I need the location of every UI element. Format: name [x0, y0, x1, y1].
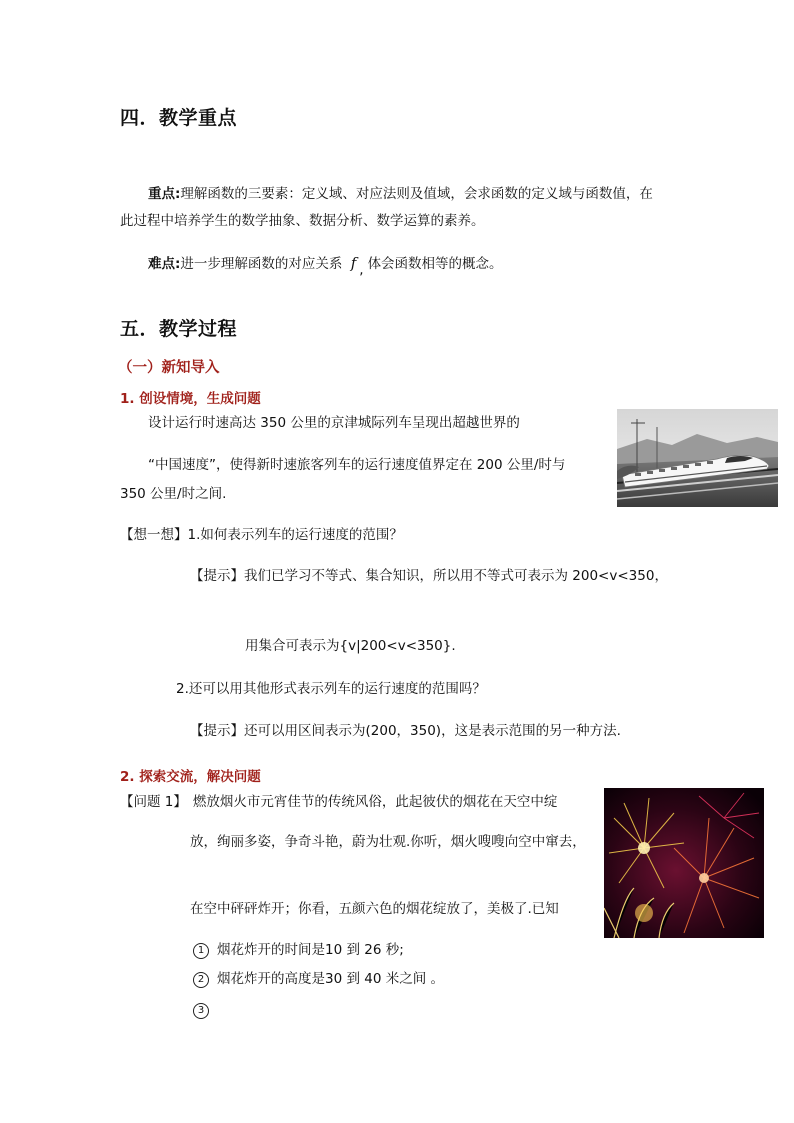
question-1-text-1: 燃放烟火市元宵佳节的传统风俗，此起彼伏的烟花在天空中绽 [192, 794, 558, 810]
item-2-circle-number: 2 [193, 972, 209, 988]
hint-1-line [190, 567, 668, 585]
step-1-heading: 1. 创设情境，生成问题 [120, 391, 261, 407]
fireworks-photo [604, 788, 764, 938]
key-point-label: 重点: [148, 186, 181, 202]
section-4-heading: 四．教学重点 [120, 107, 238, 129]
function-symbol: f [350, 254, 357, 272]
fireworks-item-3 [193, 1001, 217, 1019]
step1-line-3: 350 公里/时之间. [120, 486, 227, 502]
hint-1-text: 我们已学习不等式、集合知识，所以用不等式可表示为 200<v<350， [244, 568, 668, 584]
hint-1-set-notation: 用集合可表示为{v|200<v<350}. [245, 638, 456, 654]
hint-2-label: 【提示】 [190, 723, 244, 739]
item-1-text: 烟花炸开的时间是10 到 26 秒; [217, 942, 404, 958]
think-question-2: 2.还可以用其他形式表示列车的运行速度的范围吗？ [176, 681, 486, 697]
difficulty-label: 难点: [148, 256, 181, 272]
item-3-circle-number: 3 [193, 1003, 209, 1019]
hint-2-line [190, 722, 621, 740]
difficulty-text-a: 进一步理解函数的对应关系 [180, 256, 343, 272]
think-question-1: 1.如何表示列车的运行速度的范围？ [187, 527, 403, 543]
train-photo [617, 409, 778, 507]
part-1-heading: （一）新知导入 [118, 360, 220, 376]
item-2-text: 烟花炸开的高度是30 到 40 米之间 。 [217, 971, 445, 987]
difficulty-line [148, 254, 503, 278]
key-point-line-1 [148, 185, 653, 203]
think-line-1 [120, 526, 403, 544]
hint-2-text: 还可以用区间表示为(200，350)，这是表示范围的另一种方法. [244, 723, 621, 739]
hint-1-label: 【提示】 [190, 568, 244, 584]
key-point-line-2: 此过程中培养学生的数学抽象、数据分析、数学运算的素养。 [120, 213, 485, 229]
step1-line-2: “中国速度”，使得新时速旅客列车的运行速度值界定在 200 公里/时与 [148, 457, 566, 473]
question-1-line-1 [120, 793, 557, 811]
key-point-text: 理解函数的三要素：定义域、对应法则及值域，会求函数的定义域与函数值，在 [180, 186, 653, 202]
think-label: 【想一想】 [120, 527, 188, 543]
step1-line-1: 设计运行时速高达 350 公里的京津城际列车呈现出超越世界的 [148, 415, 520, 431]
question-1-line-3: 在空中砰砰炸开；你看，五颜六色的烟花绽放了，美极了.已知 [190, 901, 559, 917]
fireworks-item-1 [193, 941, 404, 959]
item-1-circle-number: 1 [193, 943, 209, 959]
section-5-heading: 五．教学过程 [120, 318, 238, 340]
difficulty-text-b: 体会函数相等的概念。 [367, 256, 503, 272]
question-1-label: 【问题 1】 [120, 794, 187, 810]
step-2-heading: 2. 探索交流，解决问题 [120, 769, 261, 785]
difficulty-comma: , [359, 262, 364, 278]
fireworks-item-2 [193, 970, 444, 988]
question-1-line-2: 放，绚丽多姿，争奇斗艳，蔚为壮观.你听，烟火嗖嗖向空中窜去， [190, 834, 586, 850]
